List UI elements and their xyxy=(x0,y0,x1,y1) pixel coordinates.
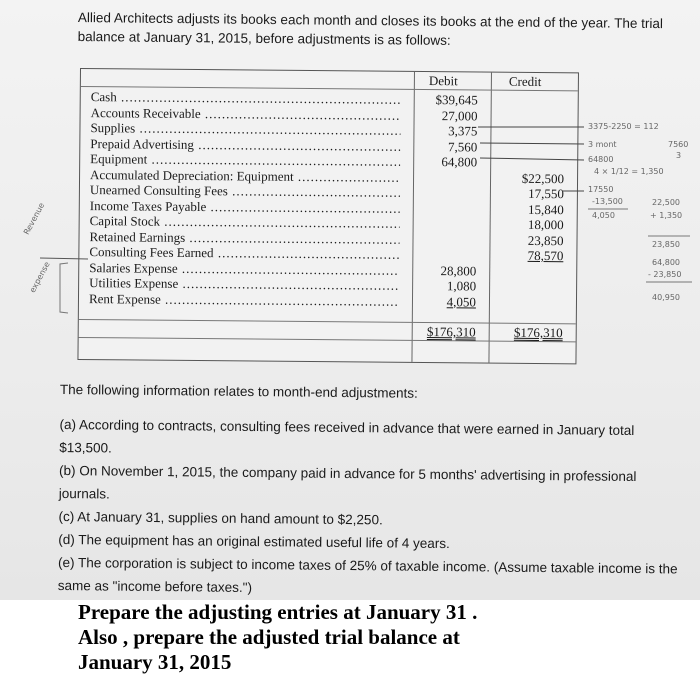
note-prepaid: 3 mont xyxy=(588,140,617,149)
task-line-2: Also , prepare the adjusted trial balance at xyxy=(78,625,460,649)
arrow-line xyxy=(480,143,584,144)
account-name: Supplies ..... xyxy=(90,120,400,139)
debit-amount: 4,050 xyxy=(446,293,477,309)
note-fees-c: 40,950 xyxy=(652,293,680,302)
task-prompt xyxy=(78,600,477,675)
account-name: Accumulated Depreciation: Equipment ..... xyxy=(90,167,400,186)
bracket xyxy=(60,263,68,313)
note-prepaid-value: 7560 xyxy=(668,140,689,149)
info-heading: The following information relates to month-end adjustments: xyxy=(59,381,418,401)
account-name: Consulting Fees Earned ..... xyxy=(89,244,399,263)
debit-amount: 1,080 xyxy=(446,278,477,294)
adjustment-info xyxy=(58,378,690,604)
note-accum-c: 23,850 xyxy=(652,240,680,249)
account-name: Capital Stock ..... xyxy=(90,213,400,232)
note-expense: expense xyxy=(28,260,52,295)
info-item-e: (e) The corporation is subject to income taxes of 25% of taxable income. (Assume taxable income is the same as "income before taxes.") xyxy=(57,554,678,596)
credit-header: Credit xyxy=(508,73,542,90)
account-name: Utilities Expense ..... xyxy=(89,275,399,294)
credit-amount: $22,500 xyxy=(521,170,565,186)
total-credit: $176,310 xyxy=(513,324,563,341)
note-equipment: 64800 xyxy=(588,155,614,164)
credit-amount: 18,000 xyxy=(527,216,564,233)
account-name: Income Taxes Payable ..... xyxy=(90,198,400,217)
note-fees-a: 64,800 xyxy=(652,258,680,267)
info-item-a: (a) According to contracts, consulting fees received in advance that were earned in January total $13,500. xyxy=(59,416,635,456)
info-item-c: (c) At January 31, supplies on hand amount to $2,250. xyxy=(58,508,383,528)
credit-amount: 17,550 xyxy=(528,185,564,202)
account-name: Cash ..... xyxy=(91,89,401,108)
debit-amount: 3,375 xyxy=(448,123,478,139)
account-name: Equipment ..... xyxy=(90,151,400,170)
note-accum-b: + 1,350 xyxy=(650,211,683,220)
account-name: Salaries Expense ..... xyxy=(89,260,399,279)
total-debit: $176,310 xyxy=(426,324,476,340)
note-revenue: Revenue xyxy=(22,201,47,237)
account-name: Prepaid Advertising ..... xyxy=(90,136,400,155)
intro-line-2: balance at January 31, 2015, before adjustments is as follows: xyxy=(77,28,451,48)
note-accum-a: 22,500 xyxy=(652,198,680,207)
info-item-b: (b) On November 1, 2015, the company paid in advance for 5 months' advertising in professional journals. xyxy=(58,462,637,502)
note-unearned-b: -13,500 xyxy=(592,197,623,206)
note-equipment-frac: 4 × 1/12 = 1,350 xyxy=(594,167,664,176)
debit-amount: 7,560 xyxy=(448,138,478,154)
credit-amount: 78,570 xyxy=(527,247,564,264)
arrow-line xyxy=(480,158,584,160)
debit-amount: 28,800 xyxy=(440,262,477,278)
note-fees-b: - 23,850 xyxy=(648,270,682,279)
account-name: Retained Earnings ..... xyxy=(89,229,399,248)
note-unearned-a: 17550 xyxy=(588,185,614,194)
note-prepaid-div: 3 xyxy=(676,151,682,160)
debit-header: Debit xyxy=(428,73,458,89)
note-supplies: 3375-2250 = 112 xyxy=(588,122,659,131)
account-name: Unearned Consulting Fees ..... xyxy=(90,182,400,201)
account-name: Accounts Receivable ..... xyxy=(91,105,401,124)
credit-amount: 15,840 xyxy=(527,201,564,217)
debit-amount: $39,645 xyxy=(435,92,478,108)
debit-amount: 64,800 xyxy=(441,154,478,170)
account-name: Rent Expense ..... xyxy=(89,291,399,310)
note-unearned-c: 4,050 xyxy=(592,211,615,220)
credit-amount: 23,850 xyxy=(527,232,564,248)
arrow-line xyxy=(40,258,88,259)
info-item-d: (d) The equipment has an original estimated useful life of 4 years. xyxy=(58,531,450,552)
intro-line-1: Allied Architects adjusts its books each month and closes its books at the end of the year. The trial xyxy=(77,9,664,32)
task-line-1: Prepare the adjusting entries at January 31 . xyxy=(78,600,478,624)
task-line-3: January 31, 2015 xyxy=(78,650,232,674)
debit-amount: 27,000 xyxy=(441,107,478,123)
